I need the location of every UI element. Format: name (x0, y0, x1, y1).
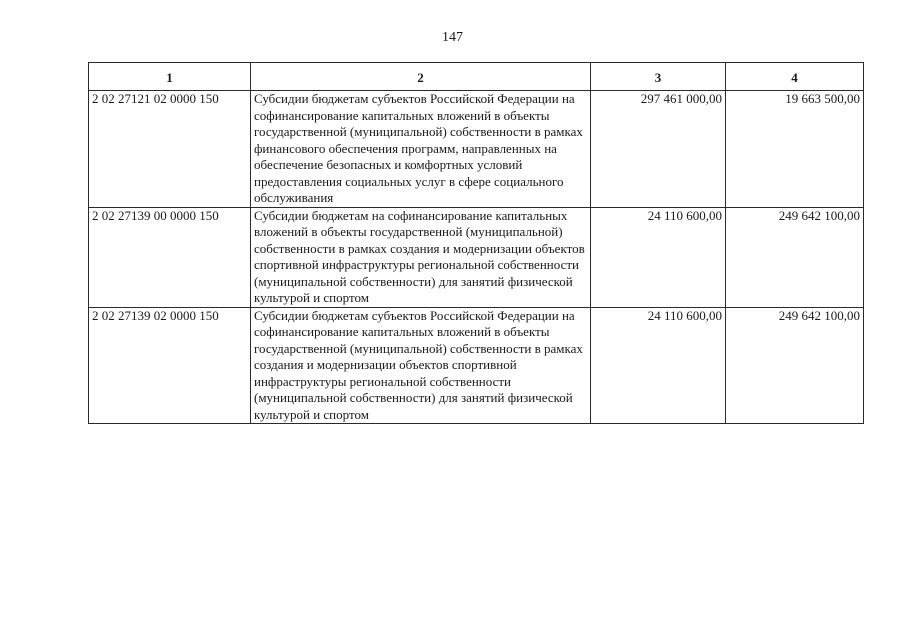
table-header (89, 63, 864, 91)
header-row (89, 63, 864, 91)
budget-code: 2 02 27139 02 0000 150 (89, 307, 251, 424)
budget-code: 2 02 27139 00 0000 150 (89, 207, 251, 307)
amount-col-3: 24 110 600,00 (591, 307, 726, 424)
row-description: Субсидии бюджетам субъектов Российской Федерации на софинансирование капитальных вложений в объекты государственной (муниципальной) собственности в рамках создания и модернизации объектов спортивной инфраструктуры региональной собственности (муниципальной собственности) для занятий физической культурой и спортом (251, 307, 591, 424)
amount-col-3: 297 461 000,00 (591, 91, 726, 208)
amount-col-4: 249 642 100,00 (726, 307, 864, 424)
row-description: Субсидии бюджетам субъектов Российской Федерации на софинансирование капитальных вложений в объекты государственной (муниципальной) собственности в рамках финансового обеспечения программ, направленных на обеспечение безопасных и комфортных условий предоставления социальных услуг в сфере социального обслуживания (251, 91, 591, 208)
amount-col-4: 19 663 500,00 (726, 91, 864, 208)
table-row (89, 91, 864, 208)
header-col-2: 2 (251, 63, 591, 91)
table-row (89, 207, 864, 307)
budget-code: 2 02 27121 02 0000 150 (89, 91, 251, 208)
amount-col-4: 249 642 100,00 (726, 207, 864, 307)
header-col-1: 1 (89, 63, 251, 91)
table-row (89, 307, 864, 424)
budget-table (88, 62, 864, 424)
header-col-3: 3 (591, 63, 726, 91)
row-description: Субсидии бюджетам на софинансирование капитальных вложений в объекты государственной (муниципальной) собственности в рамках создания и модернизации объектов спортивной инфраструктуры региональной собственности (муниципальной собственности) для занятий физической культурой и спортом (251, 207, 591, 307)
table-body (89, 91, 864, 424)
amount-col-3: 24 110 600,00 (591, 207, 726, 307)
page-number: 147 (442, 30, 463, 45)
header-col-4: 4 (726, 63, 864, 91)
